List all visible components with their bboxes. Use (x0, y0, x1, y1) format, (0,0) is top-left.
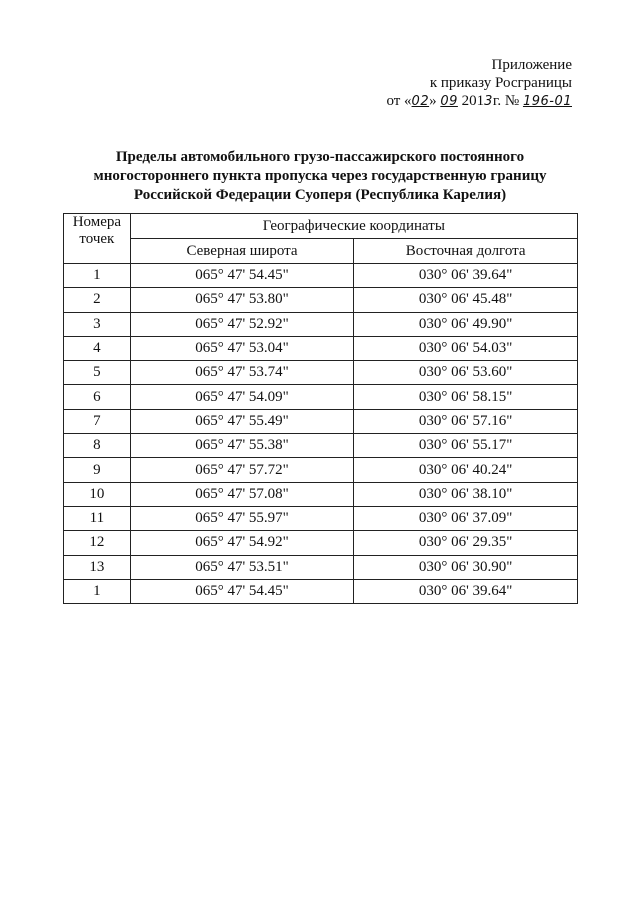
longitude-cell: 030° 06' 53.60" (354, 361, 578, 385)
title-line-1: Пределы автомобильного грузо-пассажирского постоянного (115, 149, 525, 165)
table-row (64, 434, 578, 458)
latitude-cell: 065° 47' 53.51" (130, 555, 354, 579)
latitude-cell: 065° 47' 53.80" (130, 288, 354, 312)
point-number: 3 (64, 312, 131, 336)
coordinates-table (63, 213, 578, 604)
latitude-cell: 065° 47' 54.45" (130, 264, 354, 288)
appendix-label: Приложение (491, 57, 572, 73)
latitude-cell: 065° 47' 52.92" (130, 312, 354, 336)
point-number: 7 (64, 409, 131, 433)
point-number: 2 (64, 288, 131, 312)
handwritten-order-number: 196-01 (522, 94, 572, 109)
latitude-cell: 065° 47' 55.97" (130, 506, 354, 530)
longitude-cell: 030° 06' 37.09" (354, 506, 578, 530)
date-prefix: от « (386, 93, 412, 109)
handwritten-year-digit: 3 (484, 94, 493, 109)
latitude-cell: 065° 47' 55.49" (130, 409, 354, 433)
table-row (64, 531, 578, 555)
latitude-header: Северная широта (130, 239, 354, 264)
point-number: 9 (64, 458, 131, 482)
latitude-cell: 065° 47' 53.74" (130, 361, 354, 385)
latitude-cell: 065° 47' 57.72" (130, 458, 354, 482)
longitude-cell: 030° 06' 39.64" (354, 579, 578, 603)
longitude-cell: 030° 06' 58.15" (354, 385, 578, 409)
table-row (64, 482, 578, 506)
point-number: 10 (64, 482, 131, 506)
point-number: 11 (64, 506, 131, 530)
point-number-header-line2: точек (79, 231, 115, 247)
latitude-cell: 065° 47' 54.45" (130, 579, 354, 603)
order-reference: к приказу Росграницы (429, 75, 572, 91)
table-row (64, 458, 578, 482)
table-row (64, 409, 578, 433)
document-title (40, 148, 600, 205)
table-row (64, 361, 578, 385)
table-row (64, 264, 578, 288)
table-row (64, 555, 578, 579)
title-line-3: Российской Федерации Суоперя (Республика Карелия) (133, 187, 507, 203)
latitude-cell: 065° 47' 54.92" (130, 531, 354, 555)
longitude-cell: 030° 06' 54.03" (354, 336, 578, 360)
point-number: 13 (64, 555, 131, 579)
longitude-cell: 030° 06' 49.90" (354, 312, 578, 336)
point-number: 8 (64, 434, 131, 458)
point-number-header-line1: Номера (72, 214, 122, 230)
longitude-cell: 030° 06' 45.48" (354, 288, 578, 312)
table-row (64, 288, 578, 312)
year-suffix-number-sign: г. № (492, 93, 520, 109)
table-row (64, 385, 578, 409)
table-row (64, 506, 578, 530)
handwritten-month: 09 (440, 94, 458, 109)
date-quote-close: » (429, 93, 437, 109)
longitude-cell: 030° 06' 55.17" (354, 434, 578, 458)
point-number: 12 (64, 531, 131, 555)
longitude-cell: 030° 06' 29.35" (354, 531, 578, 555)
longitude-cell: 030° 06' 57.16" (354, 409, 578, 433)
handwritten-day: 02 (411, 94, 430, 109)
table-row (64, 312, 578, 336)
point-number: 6 (64, 385, 131, 409)
table-row (64, 579, 578, 603)
latitude-cell: 065° 47' 57.08" (130, 482, 354, 506)
table-row (64, 336, 578, 360)
point-number: 5 (64, 361, 131, 385)
title-line-2: многостороннего пункта пропуска через государственную границу (93, 168, 547, 184)
point-number-header (64, 214, 131, 264)
latitude-cell: 065° 47' 55.38" (130, 434, 354, 458)
longitude-cell: 030° 06' 40.24" (354, 458, 578, 482)
point-number: 1 (64, 264, 131, 288)
point-number: 1 (64, 579, 131, 603)
appendix-header (386, 56, 572, 111)
order-date-number (386, 92, 572, 111)
point-number: 4 (64, 336, 131, 360)
longitude-cell: 030° 06' 38.10" (354, 482, 578, 506)
longitude-cell: 030° 06' 30.90" (354, 555, 578, 579)
geo-coordinates-header: Географические координаты (130, 214, 577, 239)
year-prefix: 201 (461, 93, 485, 109)
latitude-cell: 065° 47' 54.09" (130, 385, 354, 409)
longitude-header: Восточная долгота (354, 239, 578, 264)
latitude-cell: 065° 47' 53.04" (130, 336, 354, 360)
longitude-cell: 030° 06' 39.64" (354, 264, 578, 288)
